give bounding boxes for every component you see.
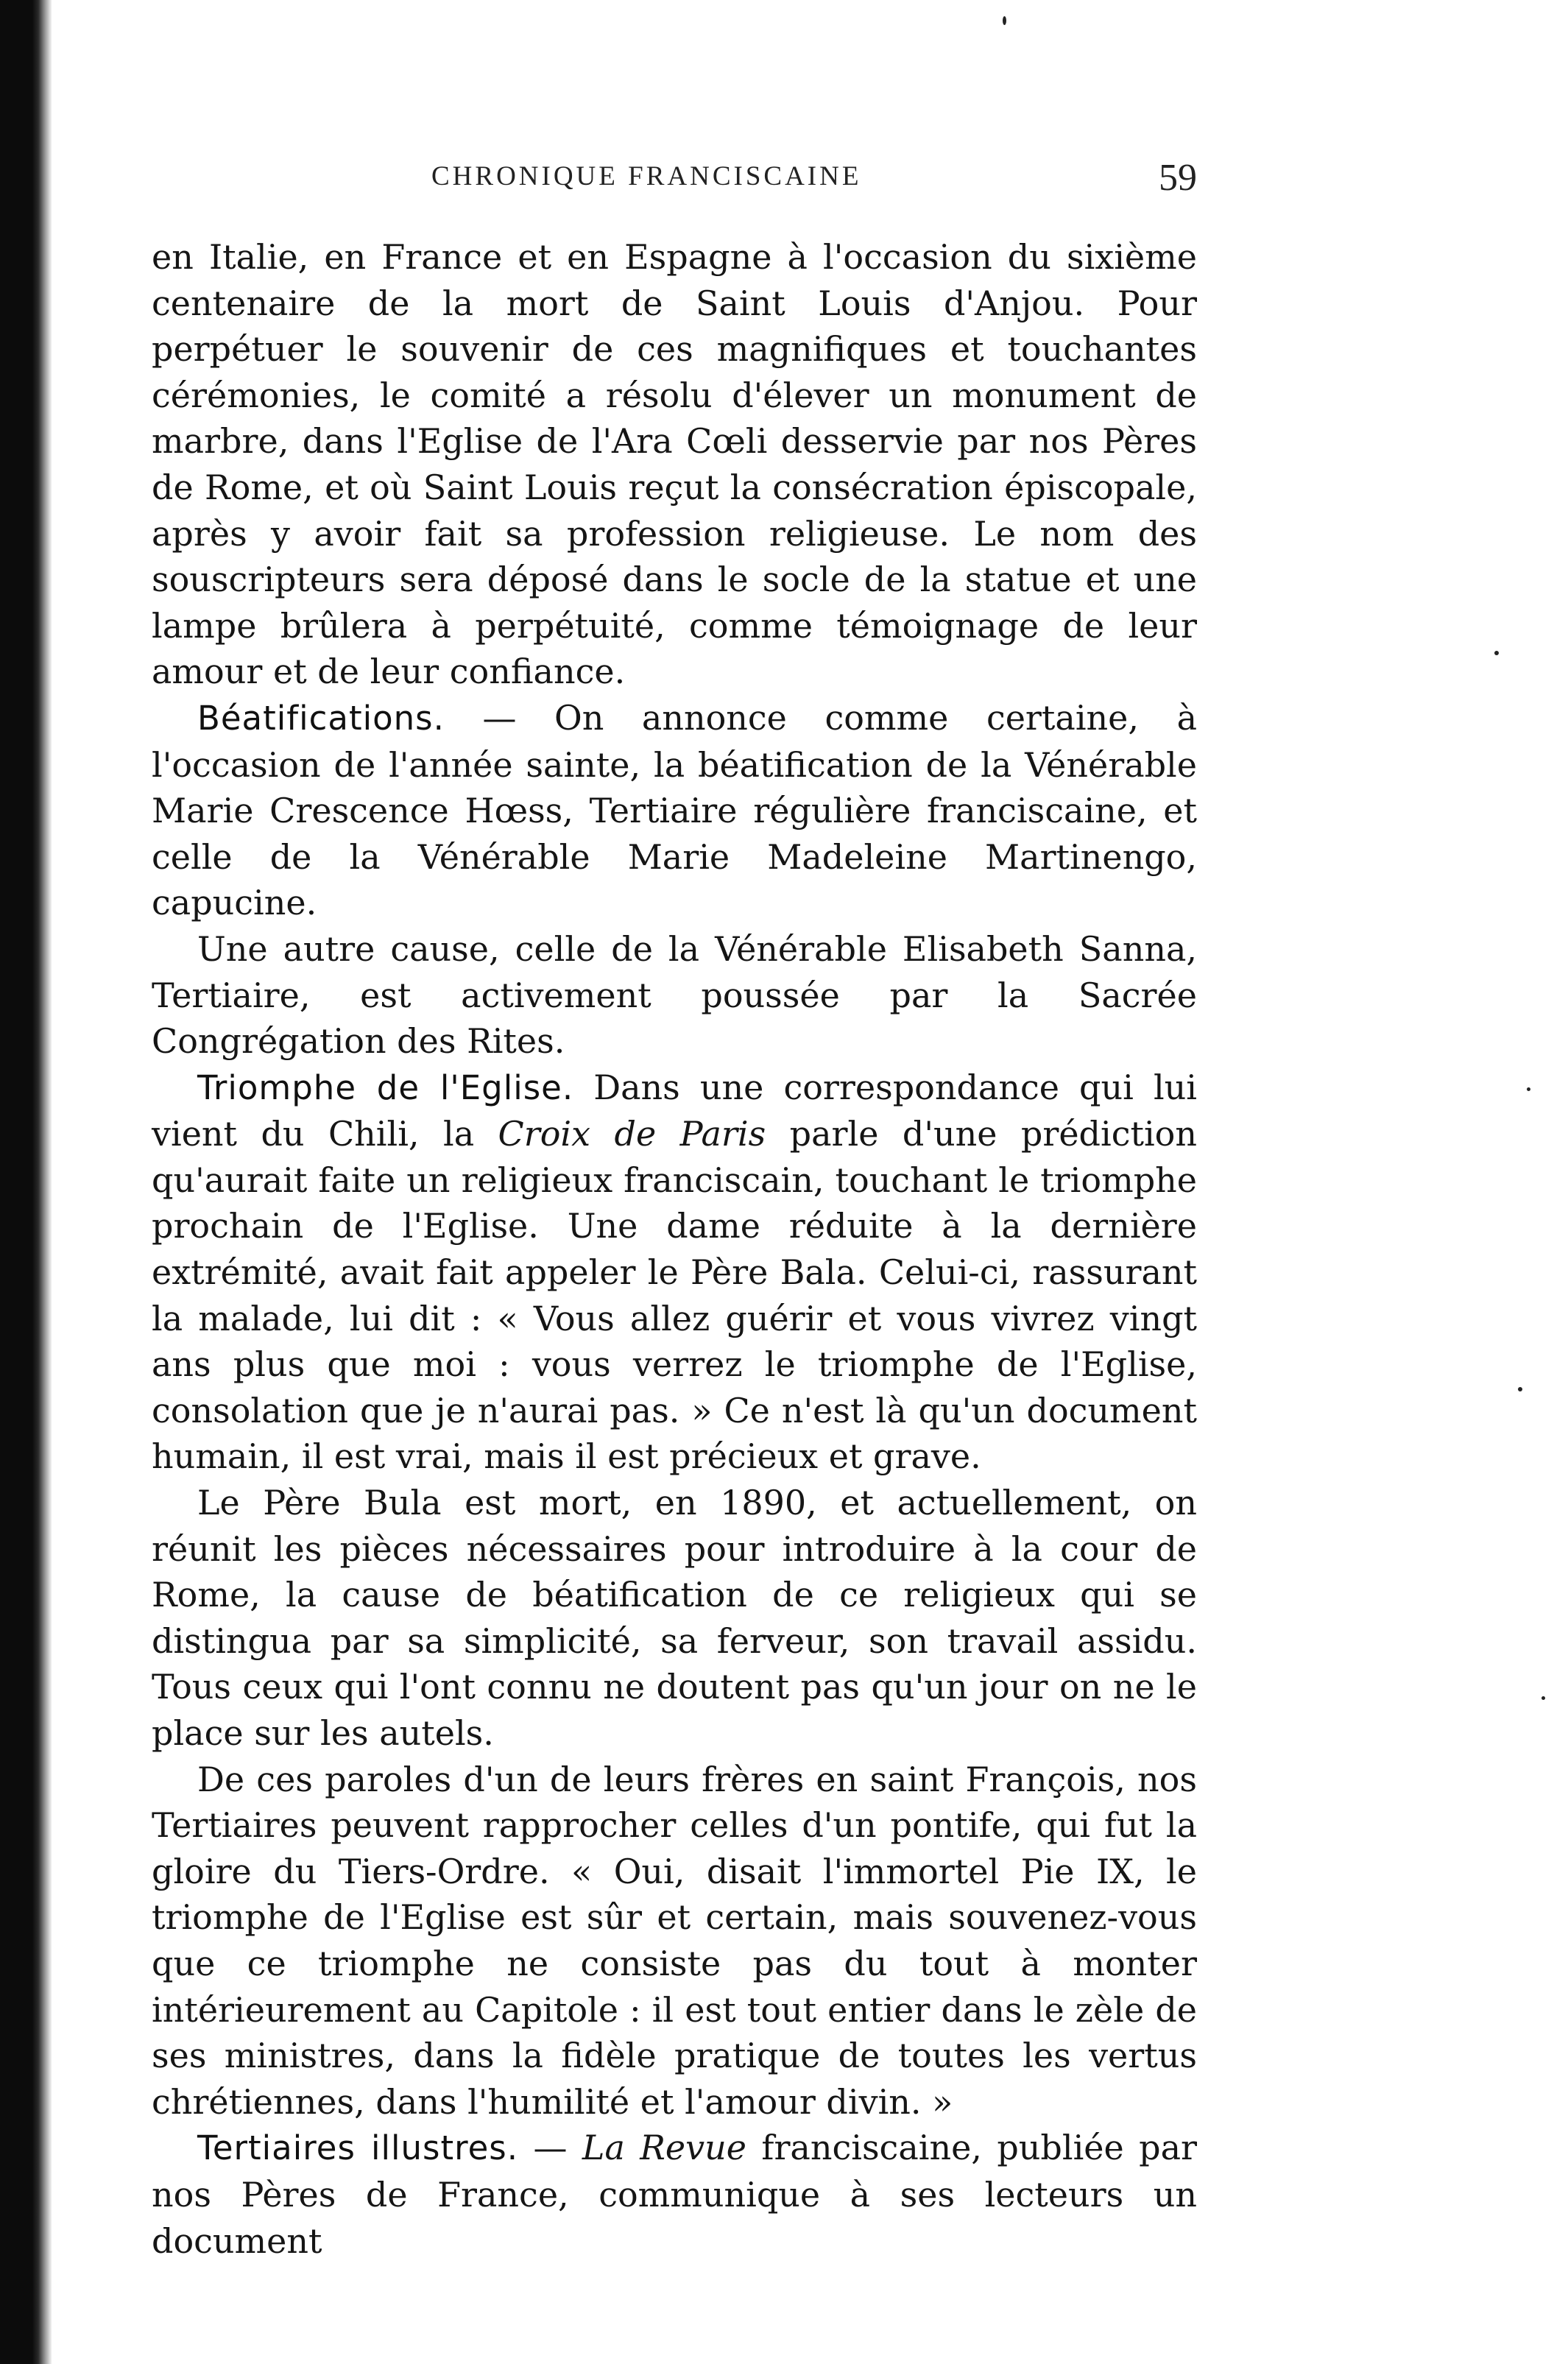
paragraph-text: — On annonce comme certaine, à l'occasion de l'année sainte, la béatification de la Vénérable Marie Crescence Hœss, Tertiaire régulière franciscaine, et celle de la Vénérable Marie Madeleine Martinengo, capucine.	[152, 697, 1197, 923]
paragraph-text: Dans une correspondance qui lui vient du Chili, la	[152, 1067, 1197, 1154]
paragraph-text: Le Père Bula est mort, en 1890, et actuellement, on réunit les pièces nécessaires pour introduire à la cour de Rome, la cause de béatification de ce religieux qui se distingua par sa simplicité, sa ferveur, son travail assidu. Tous ceux qui l'ont connu ne doutent pas qu'un jour on ne le place sur les autels.	[152, 1483, 1197, 1753]
paragraph	[152, 1065, 1197, 1480]
section-heading: Tertiaires illustres.	[197, 2128, 519, 2168]
paragraph-text: en Italie, en France et en Espagne à l'occasion du sixième centenaire de la mort de Saint Louis d'Anjou. Pour perpétuer le souvenir de ces magnifiques et touchantes cérémonies, le comité a résolu d'élever un monument de marbre, dans l'Eglise de l'Ara Cœli desservie par nos Pères de Rome, et où Saint Louis reçut la consécration épiscopale, après y avoir fait sa profession religieuse. Le nom des souscripteurs sera déposé dans le socle de la statue et une lampe brûlera à perpétuité, comme témoignage de leur amour et de leur confiance.	[152, 237, 1197, 692]
paragraph-text: Une autre cause, celle de la Vénérable Elisabeth Sanna, Tertiaire, est activement poussée par la Sacrée Congrégation des Rites.	[152, 928, 1197, 1062]
publication-title: La Revue	[582, 2128, 746, 2168]
paragraph	[152, 234, 1197, 695]
paragraph	[152, 926, 1197, 1065]
paragraph	[152, 695, 1197, 926]
section-heading: Béatifications.	[197, 698, 445, 738]
paragraph	[152, 2125, 1197, 2264]
book-binding-edge	[0, 0, 52, 2364]
publication-title: Croix de Paris	[498, 1114, 766, 1154]
paragraph-text: —	[518, 2128, 582, 2168]
paragraph-text: De ces paroles d'un de leurs frères en saint François, nos Tertiaires peuvent rapprocher celles d'un pontife, qui fut la gloire du Tiers-Ordre. « Oui, disait l'immortel Pie IX, le triomphe de l'Eglise est sûr et certain, mais souvenez-vous que ce triomphe ne consiste pas du tout à monter intérieurement au Capitole : il est tout entier dans le zèle de ses ministres, dans la fidèle pratique de toutes les vertus chrétiennes, dans l'humilité et l'amour divin. »	[152, 1759, 1197, 2122]
paragraph	[152, 1757, 1197, 2125]
page-body	[152, 234, 1197, 2264]
scan-speck	[1518, 1387, 1522, 1391]
paragraph	[152, 1480, 1197, 1757]
page-number: 59	[1159, 157, 1197, 199]
scan-speck	[1541, 1696, 1545, 1700]
scan-speck	[1003, 16, 1006, 25]
scan-speck	[1494, 651, 1499, 655]
running-title: CHRONIQUE FRANCISCAINE	[431, 161, 862, 191]
paragraph-text: franciscaine, publiée par nos Pères de France, communique à ses lecteurs un document	[152, 2128, 1198, 2261]
section-heading: Triomphe de l'Eglise.	[197, 1068, 574, 1107]
scan-speck	[1527, 1087, 1530, 1091]
paragraph-text: parle d'une prédiction qu'aurait faite un religieux franciscain, touchant le triomphe prochain de l'Eglise. Une dame réduite à la dernière extrémité, avait fait appeler le Père Bala. Celui-ci, rassurant la malade, lui dit : « Vous allez guérir et vous vivrez vingt ans plus que moi : vous verrez le triomphe de l'Eglise, consolation que je n'aurai pas. » Ce n'est là qu'un document humain, il est vrai, mais il est précieux et grave.	[152, 1114, 1197, 1477]
